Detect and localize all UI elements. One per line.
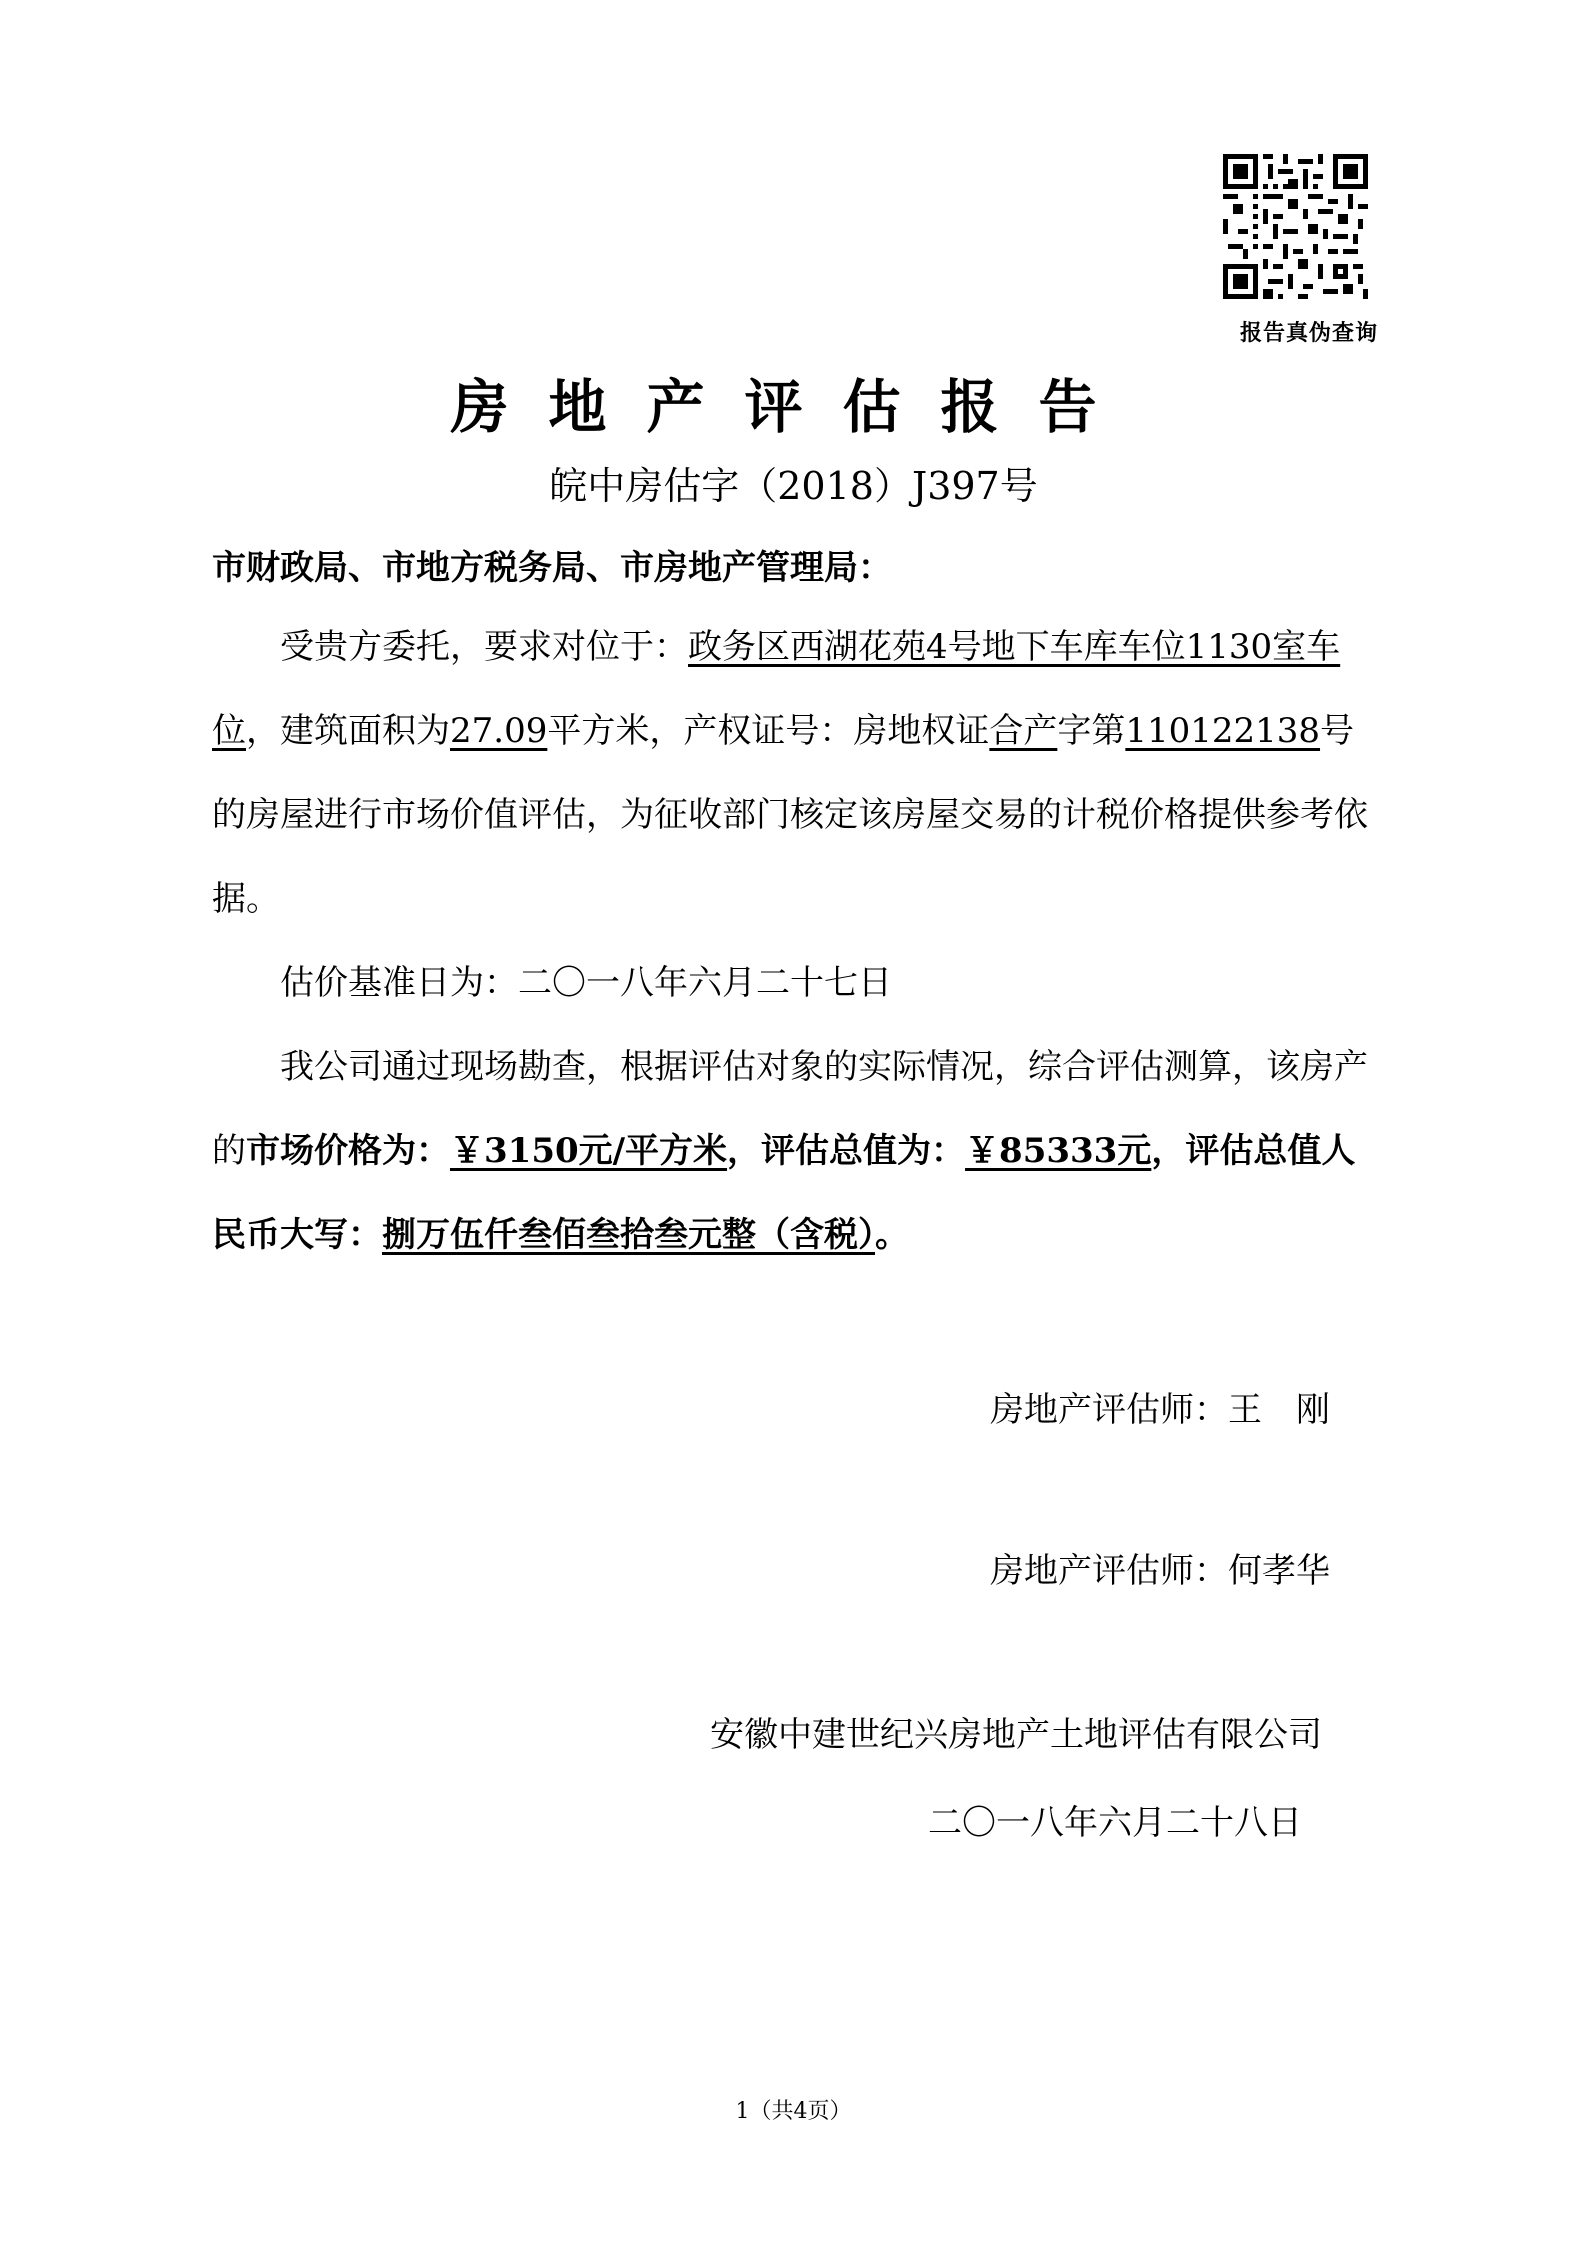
paragraph-base-date: [212, 941, 1385, 1025]
base-date-label: 估价基准日为：: [280, 963, 518, 1003]
certificate-type: 合产: [989, 711, 1058, 751]
paragraph-commission: [212, 605, 1385, 941]
report-number: 皖中房估字（2018）J397号: [549, 464, 1038, 508]
appraiser-signature-2: [990, 1543, 1330, 1592]
paragraph-valuation: [212, 1025, 1385, 1277]
issue-date: 二〇一八年六月二十八日: [928, 1803, 1302, 1843]
appraiser-label: 房地产评估师：: [990, 1551, 1228, 1591]
base-date: 二〇一八年六月二十七日: [518, 963, 892, 1003]
valuation-prefix: 我公司通过现场勘查，根据评估对象的实际情况，综合评估测算，该房产的: [212, 1047, 1368, 1171]
certificate-mid: 字第: [1057, 711, 1126, 751]
appraiser-name: 何孝华: [1228, 1551, 1330, 1591]
property-location: 政务区西湖花苑4号地下车库车位1130室车位: [212, 627, 1341, 751]
appraiser-name: 王 刚: [1228, 1390, 1330, 1430]
commission-suffix: 号的房屋进行市场价值评估，为征收部门核定该房屋交易的计税价格提供参考依据。: [212, 711, 1368, 919]
total-value-label: ，评估总值为：: [727, 1131, 966, 1171]
certificate-number: 110122138: [1125, 711, 1321, 751]
qr-code-icon[interactable]: [1223, 154, 1368, 299]
appraiser-label: 房地产评估师：: [990, 1390, 1228, 1430]
valuation-end: 。: [875, 1215, 909, 1255]
rmb-uppercase-value: 捌万伍仟叁佰叁拾叁元整（含税）: [382, 1215, 875, 1255]
area-label: ，建筑面积为: [246, 711, 450, 751]
area-value: 27.09: [450, 711, 548, 751]
page-number: 1（共4页）: [735, 2099, 852, 2124]
market-price-label: 市场价格为：: [246, 1131, 450, 1171]
commission-prefix: 受贵方委托，要求对位于：: [280, 627, 688, 667]
area-unit: 平方米，产权证号：房地权证: [547, 711, 990, 751]
rmb-uppercase-label: ，评估总值人民币大写：: [212, 1131, 1356, 1255]
company-name: 安徽中建世纪兴房地产土地评估有限公司: [710, 1715, 1322, 1755]
addressee: 市财政局、市地方税务局、市房地产管理局：: [212, 548, 892, 588]
qr-caption: 报告真伪查询: [1240, 321, 1379, 346]
total-value: ￥85333元: [965, 1131, 1152, 1171]
appraiser-signature-1: [990, 1382, 1330, 1431]
report-title: 房地产评估报告: [450, 373, 1137, 441]
market-price-value: ￥3150元/平方米: [450, 1131, 728, 1171]
